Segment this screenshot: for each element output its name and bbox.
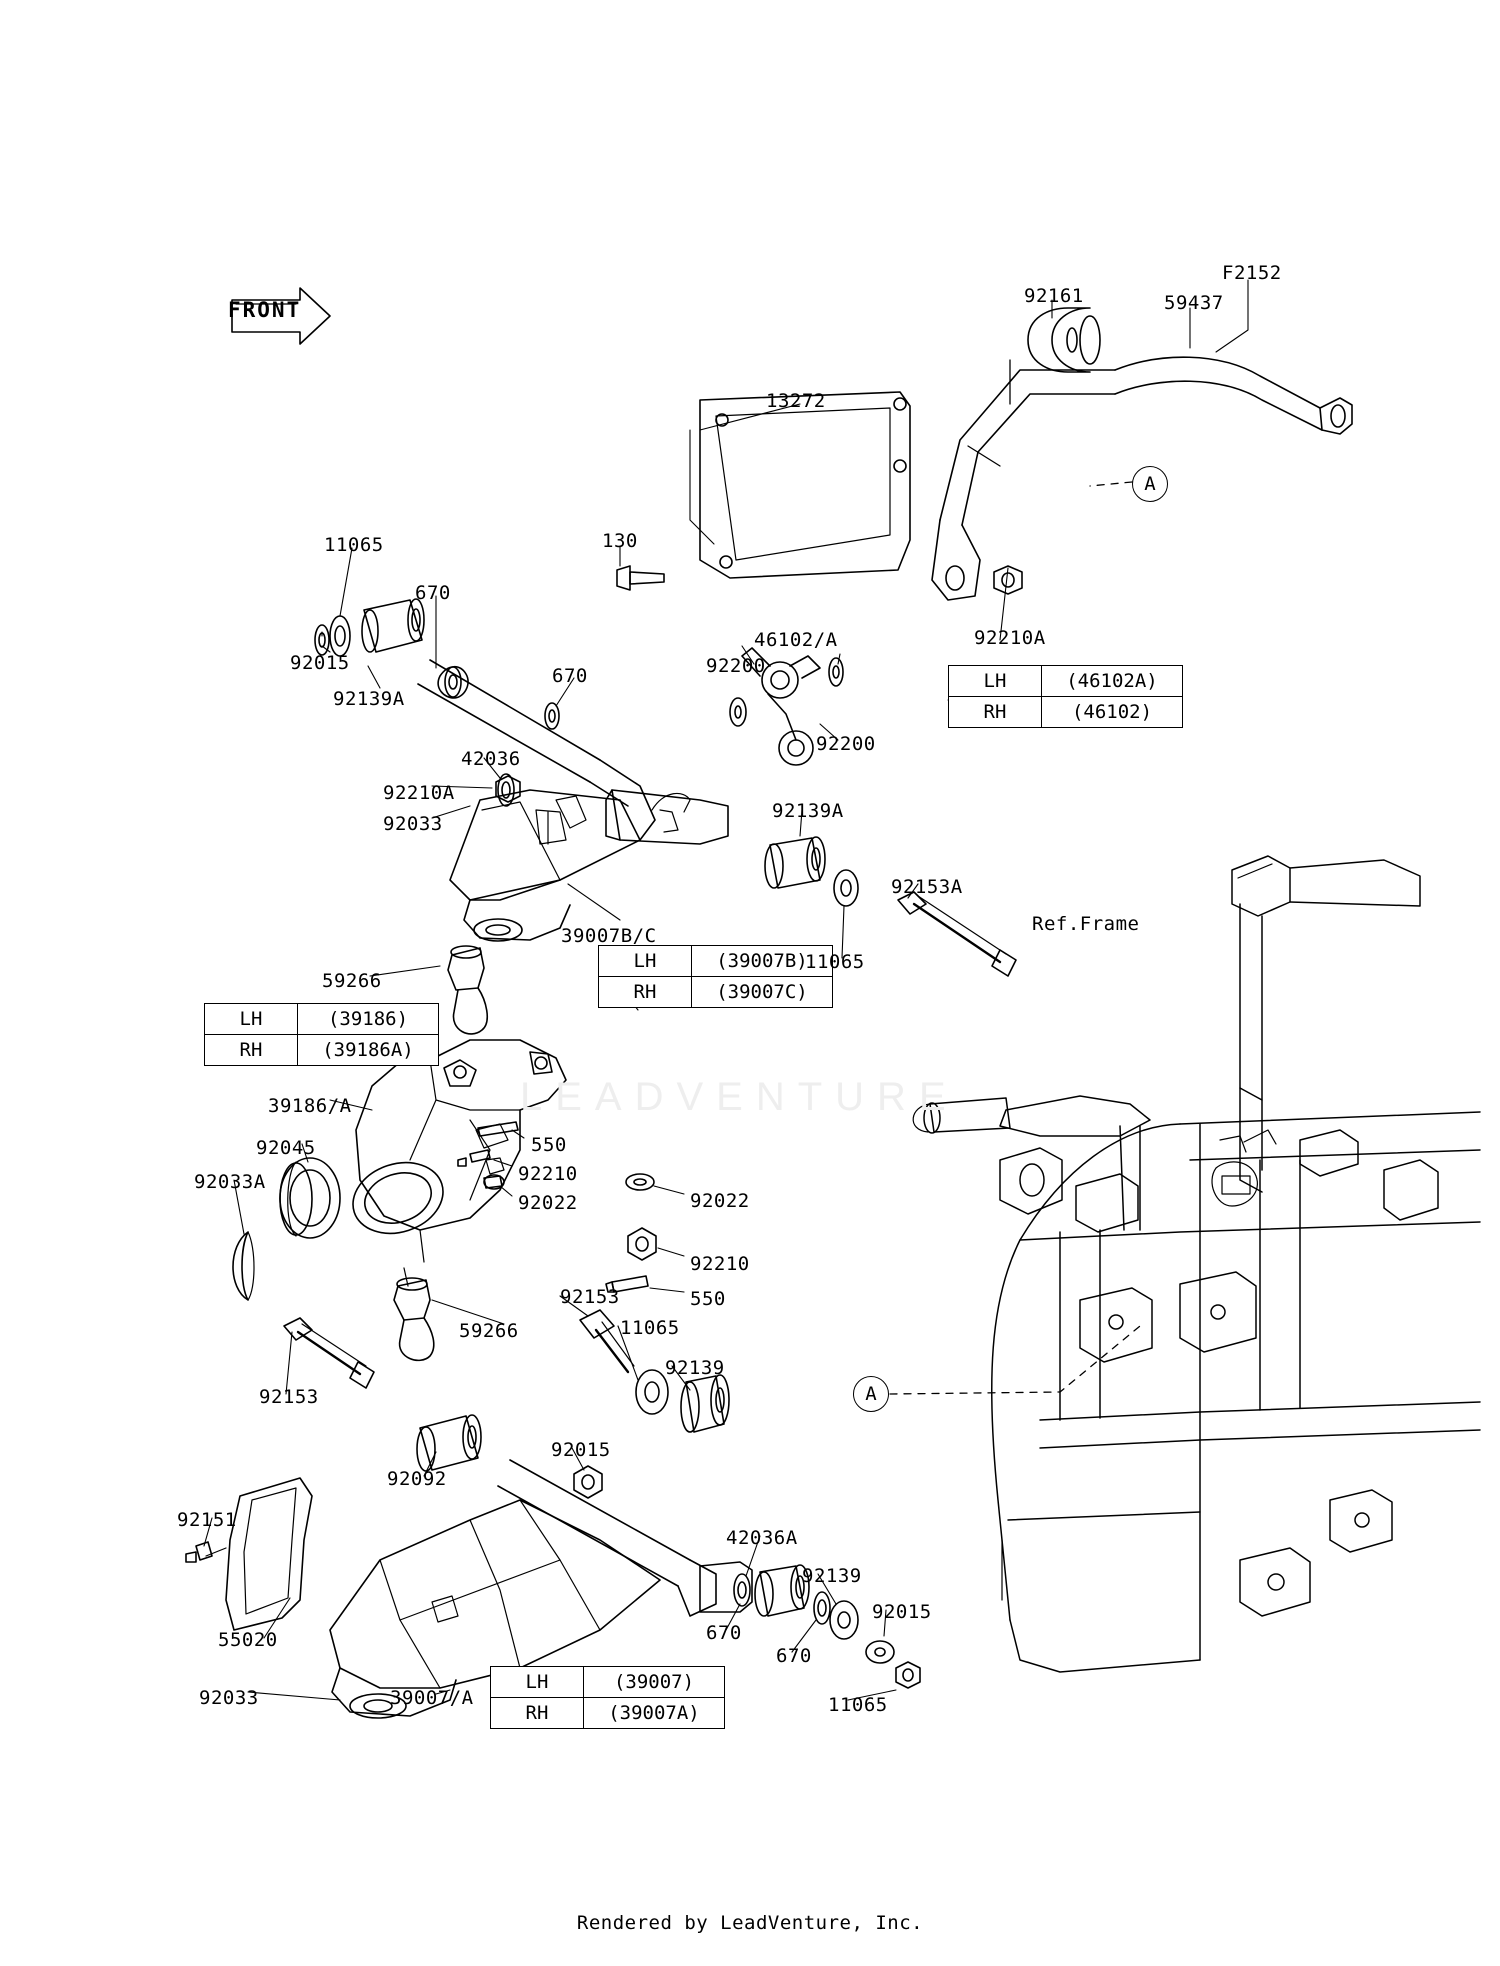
table-side: RH bbox=[599, 977, 692, 1008]
part-callout-c34: 11065 bbox=[620, 1317, 680, 1339]
part-callout-c14: 92200 bbox=[816, 733, 876, 755]
part-callout-c25: 92045 bbox=[256, 1137, 316, 1159]
part-callout-c33: 92153 bbox=[560, 1286, 620, 1308]
watermark: LEADVENTURE bbox=[520, 1075, 959, 1119]
callout-dashed-leaders bbox=[890, 482, 1140, 1394]
table-side: RH bbox=[491, 1698, 584, 1729]
stabilizer-link-table bbox=[948, 665, 1183, 728]
plate-13272 bbox=[700, 392, 910, 578]
part-callout-c44: 670 bbox=[706, 1622, 742, 1644]
part-callout-c26: 550 bbox=[531, 1134, 567, 1156]
part-callout-c04: 13272 bbox=[766, 390, 826, 412]
part-callout-c21: 39007B/C bbox=[561, 925, 657, 947]
callout-a-top: A bbox=[1132, 466, 1168, 502]
part-callout-c17: 92139A bbox=[772, 800, 844, 822]
table-side: LH bbox=[599, 946, 692, 977]
part-callout-c18: 92033 bbox=[383, 813, 443, 835]
upper-arm-table bbox=[598, 945, 833, 1008]
part-callout-c48: 92033 bbox=[199, 1687, 259, 1709]
table-connectors bbox=[404, 700, 960, 1700]
guard-plate-55020 bbox=[186, 1478, 312, 1630]
part-callout-c02: 92161 bbox=[1024, 285, 1084, 307]
part-callout-c45: 670 bbox=[776, 1645, 812, 1667]
table-side: LH bbox=[205, 1004, 298, 1035]
table-side: RH bbox=[205, 1035, 298, 1066]
wheel-bearing bbox=[280, 1158, 340, 1238]
part-callout-c46: 55020 bbox=[218, 1629, 278, 1651]
part-callout-c13: 92139A bbox=[333, 688, 405, 710]
part-callout-c10: 92015 bbox=[290, 652, 350, 674]
part-callout-c29: 92022 bbox=[518, 1192, 578, 1214]
part-callout-c42: 92139 bbox=[802, 1565, 862, 1587]
ball-joint-lower bbox=[394, 1268, 434, 1360]
part-callout-c15: 42036 bbox=[461, 748, 521, 770]
footer-credit: Rendered by LeadVenture, Inc. bbox=[576, 1912, 924, 1934]
part-callout-c06: 11065 bbox=[324, 534, 384, 556]
part-callout-c31: 92210 bbox=[690, 1253, 750, 1275]
part-callout-c32: 550 bbox=[690, 1288, 726, 1310]
part-callout-c09: 92210A bbox=[974, 627, 1046, 649]
upper-arm-right-bushing bbox=[765, 837, 858, 906]
table-part: (39007C) bbox=[692, 977, 833, 1008]
part-callout-c37: 92153 bbox=[259, 1386, 319, 1408]
part-callout-c01: F2152 bbox=[1222, 262, 1282, 284]
part-callout-c47: 11065 bbox=[828, 1694, 888, 1716]
bolt-130 bbox=[617, 566, 664, 590]
circlip-92033A bbox=[233, 1232, 254, 1300]
table-side: LH bbox=[491, 1667, 584, 1698]
part-callout-c23: 59266 bbox=[322, 970, 382, 992]
part-callout-c24: 39186/A bbox=[268, 1095, 352, 1117]
part-callout-c39: 92092 bbox=[387, 1468, 447, 1490]
nut-92210A-arm bbox=[496, 776, 520, 802]
upper-control-arm bbox=[418, 660, 728, 941]
table-part: (39186) bbox=[298, 1004, 439, 1035]
part-callout-c43: 92015 bbox=[872, 1601, 932, 1623]
part-callout-c41: 42036A bbox=[726, 1527, 798, 1549]
knuckle-table bbox=[204, 1003, 439, 1066]
part-callout-c22: 11065 bbox=[805, 951, 865, 973]
part-callout-c28: 92210 bbox=[518, 1163, 578, 1185]
part-callout-c11: 670 bbox=[552, 665, 588, 687]
part-callout-c16: 92210A bbox=[383, 782, 455, 804]
part-callout-c19: 92153A bbox=[891, 876, 963, 898]
part-callout-c49: 39007/A bbox=[390, 1687, 474, 1709]
table-part: (39007A) bbox=[584, 1698, 725, 1729]
part-callout-c12: 92200 bbox=[706, 655, 766, 677]
part-callout-c40: 92151 bbox=[177, 1509, 237, 1531]
lower-arm-table bbox=[490, 1666, 725, 1729]
part-callout-c03: 59437 bbox=[1164, 292, 1224, 314]
part-callout-c27: 92033A bbox=[194, 1171, 266, 1193]
front-marker-label: FRONT bbox=[228, 298, 302, 322]
callout-a-bottom: A bbox=[853, 1376, 889, 1412]
table-part: (39186A) bbox=[298, 1035, 439, 1066]
table-part: (39007B) bbox=[692, 946, 833, 977]
bolt-92153A bbox=[898, 892, 1016, 976]
part-callout-c07: 670 bbox=[415, 582, 451, 604]
bolt-92153-left bbox=[284, 1318, 374, 1388]
part-callout-c35: 59266 bbox=[459, 1320, 519, 1342]
ball-joint-upper bbox=[448, 946, 487, 1034]
reference-frame bbox=[913, 856, 1480, 1672]
stabilizer-bushing bbox=[1028, 308, 1100, 372]
part-callout-c20: Ref.Frame bbox=[1032, 913, 1140, 935]
table-part: (46102A) bbox=[1042, 666, 1183, 697]
part-callout-c08: 46102/A bbox=[754, 629, 838, 651]
table-side: LH bbox=[949, 666, 1042, 697]
part-callout-c36: 92139 bbox=[665, 1357, 725, 1379]
table-part: (39007) bbox=[584, 1667, 725, 1698]
part-callout-c38: 92015 bbox=[551, 1439, 611, 1461]
table-side: RH bbox=[949, 697, 1042, 728]
part-callout-c30: 92022 bbox=[690, 1190, 750, 1212]
table-part: (46102) bbox=[1042, 697, 1183, 728]
part-callout-c05: 130 bbox=[602, 530, 638, 552]
